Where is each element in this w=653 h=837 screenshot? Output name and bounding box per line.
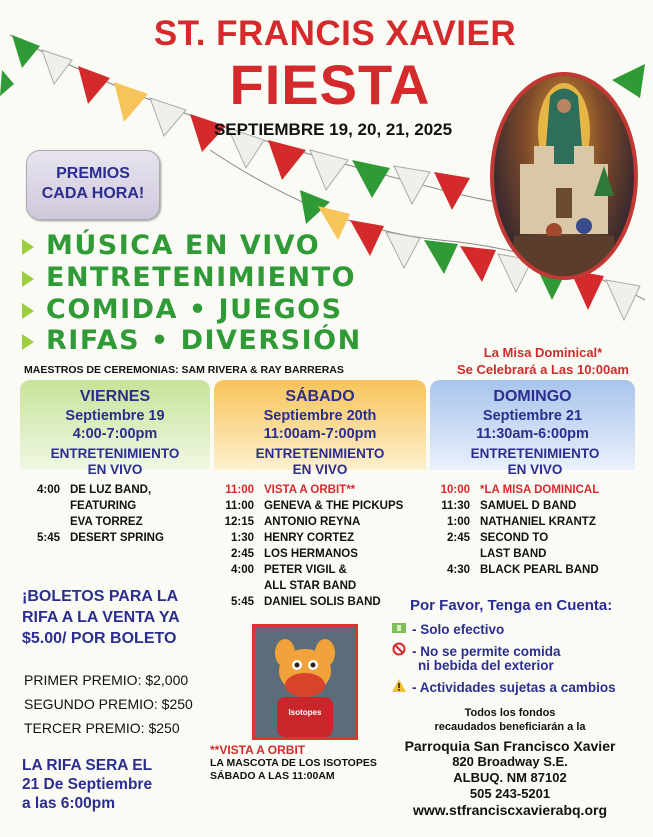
schedule-act: DE LUZ BAND, bbox=[70, 484, 152, 496]
schedule-act: HENRY CORTEZ bbox=[264, 532, 355, 544]
schedule-act: LAST BAND bbox=[480, 548, 547, 560]
schedule-act: NATHANIEL KRANTZ bbox=[480, 516, 596, 528]
schedule-row bbox=[20, 530, 210, 546]
schedule-time bbox=[430, 546, 480, 562]
phone-number: 505 243-5201 bbox=[469, 786, 551, 801]
schedule-time: 2:45 bbox=[230, 548, 254, 560]
schedule-act: BLACK PEARL BAND bbox=[480, 564, 599, 576]
note-no-outside-food-2: ni bebida del exterior bbox=[418, 658, 554, 673]
schedule-time: 1:30 bbox=[230, 532, 254, 544]
orbit-mascot-photo bbox=[252, 624, 358, 740]
warning-icon bbox=[392, 679, 406, 692]
website-link[interactable]: www.stfranciscxavierabq.org bbox=[413, 802, 607, 818]
schedule-time: 2:45 bbox=[446, 532, 470, 544]
feature-text: ENTRETENIMIENTO bbox=[46, 262, 357, 293]
day-date: Septiembre 20th bbox=[263, 408, 377, 424]
schedule-row bbox=[214, 498, 426, 514]
viernes-column bbox=[20, 446, 210, 546]
fondos-note bbox=[380, 706, 640, 734]
schedule-row bbox=[430, 498, 640, 514]
feature-item bbox=[22, 262, 356, 293]
schedule-time: 12:15 bbox=[224, 516, 254, 528]
orbit-line-3: SÁBADO A LAS 11:00AM bbox=[210, 770, 335, 782]
schedule-row bbox=[430, 530, 640, 546]
triangle-bullet-icon bbox=[22, 239, 34, 255]
feature-item bbox=[22, 325, 362, 356]
feature-item bbox=[22, 230, 320, 261]
schedule-row bbox=[214, 562, 426, 578]
entretenimiento-heading: ENTRETENIMIENTO bbox=[255, 446, 385, 461]
rifa-line-3: a las 6:00pm bbox=[22, 795, 116, 812]
schedule-time: 4:00 bbox=[230, 564, 254, 576]
note-text: - No se permite comida bbox=[412, 644, 561, 659]
prize-item: TERCER PREMIO: $250 bbox=[24, 720, 180, 736]
day-name: VIERNES bbox=[79, 388, 151, 405]
rifa-date bbox=[22, 756, 152, 813]
feature-item bbox=[22, 294, 343, 325]
prohibited-icon bbox=[392, 642, 406, 656]
schedule-act: ANTONIO REYNA bbox=[264, 516, 361, 528]
schedule-time bbox=[20, 498, 70, 514]
parroquia-name: Parroquia San Francisco Xavier bbox=[404, 738, 616, 754]
orbit-title: **VISTA A ORBIT bbox=[210, 743, 306, 757]
note-text: - Solo efectivo bbox=[412, 622, 505, 637]
schedule-time: 11:30 bbox=[441, 500, 470, 512]
feature-text: RIFAS • DIVERSIÓN bbox=[46, 325, 362, 356]
day-date: Septiembre 21 bbox=[482, 408, 583, 424]
schedule-act: DANIEL SOLIS BAND bbox=[264, 596, 381, 608]
note-cash-only bbox=[392, 622, 504, 638]
premios-badge bbox=[26, 150, 160, 220]
premios-line-1: PREMIOS bbox=[56, 165, 130, 182]
schedule-row bbox=[214, 482, 426, 498]
schedule-row bbox=[214, 578, 426, 594]
schedule-row bbox=[430, 482, 640, 498]
schedule-act: FEATURING bbox=[70, 500, 137, 512]
schedule-row bbox=[430, 514, 640, 530]
prize-item: SEGUNDO PREMIO: $250 bbox=[24, 696, 193, 712]
day-name: SÁBADO bbox=[285, 388, 355, 405]
schedule-row bbox=[430, 562, 640, 578]
day-date: Septiembre 19 bbox=[65, 408, 165, 424]
day-time: 11:00am-7:00pm bbox=[263, 426, 377, 442]
schedule-time: 1:00 bbox=[446, 516, 470, 528]
note-text: - Actividades sujetas a cambios bbox=[412, 680, 616, 695]
boletos-line-1: ¡BOLETOS PARA LA bbox=[22, 588, 179, 605]
premios-line-2: CADA HORA! bbox=[41, 185, 145, 202]
schedule-act: *LA MISA DOMINICAL bbox=[480, 484, 600, 496]
schedule-row bbox=[20, 514, 210, 530]
triangle-bullet-icon bbox=[22, 271, 34, 287]
schedule-act: DESERT SPRING bbox=[70, 532, 164, 544]
schedule-act: VISTA A ORBIT** bbox=[264, 484, 356, 496]
cash-icon bbox=[392, 622, 406, 634]
triangle-bullet-icon bbox=[22, 334, 34, 350]
guadalupe-illustration bbox=[490, 72, 638, 280]
entretenimiento-heading: ENTRETENIMIENTO bbox=[470, 446, 600, 461]
maestros-de-ceremonias: MAESTROS DE CEREMONIAS: SAM RIVERA & RAY BARRERAS bbox=[24, 364, 344, 376]
fondos-line-2: recaudados beneficiarán a la bbox=[434, 721, 586, 733]
misa-line-1: La Misa Dominical* bbox=[483, 345, 603, 360]
day-time: 4:00-7:00pm bbox=[72, 426, 158, 442]
rifa-line-1: LA RIFA SERA EL bbox=[22, 757, 153, 774]
schedule-time: 10:00 bbox=[440, 484, 470, 496]
prize-item: PRIMER PREMIO: $2,000 bbox=[24, 672, 189, 688]
schedule-time: 5:45 bbox=[230, 596, 254, 608]
schedule-row bbox=[214, 546, 426, 562]
misa-dominical-note bbox=[438, 344, 648, 378]
schedule-time: 5:45 bbox=[36, 532, 60, 544]
schedule-time bbox=[214, 578, 264, 594]
rifa-line-2: 21 De Septiembre bbox=[22, 776, 153, 793]
schedule-act: SECOND TO bbox=[480, 532, 549, 544]
triangle-bullet-icon bbox=[22, 303, 34, 319]
schedule-row bbox=[20, 482, 210, 498]
feature-text: MÚSICA EN VIVO bbox=[46, 230, 321, 261]
fiesta-dates: SEPTIEMBRE 19, 20, 21, 2025 bbox=[213, 120, 453, 139]
orbit-caption bbox=[210, 744, 377, 783]
schedule-act: GENEVA & THE PICKUPS bbox=[264, 500, 404, 512]
parroquia-address bbox=[380, 738, 640, 802]
misa-line-2: Se Celebrará a Las 10:00am bbox=[457, 362, 629, 377]
schedule-row bbox=[214, 530, 426, 546]
schedule-row bbox=[20, 498, 210, 514]
domingo-column bbox=[430, 446, 640, 578]
boletos-price: $5.00/ POR BOLETO bbox=[22, 630, 177, 647]
schedule-act: EVA TORREZ bbox=[70, 516, 143, 528]
schedule-time: 11:00 bbox=[225, 484, 254, 496]
en-vivo-heading: EN VIVO bbox=[87, 462, 143, 477]
schedule-time: 4:30 bbox=[446, 564, 470, 576]
en-vivo-heading: EN VIVO bbox=[507, 462, 563, 477]
day-time: 11:30am-6:00pm bbox=[476, 426, 589, 442]
schedule-act: ALL STAR BAND bbox=[264, 580, 357, 592]
note-subject-to-change bbox=[392, 679, 616, 696]
schedule-row bbox=[214, 594, 426, 610]
schedule-act: SAMUEL D BAND bbox=[480, 500, 577, 512]
boletos-line-2: RIFA A LA VENTA YA bbox=[22, 609, 180, 626]
schedule-row bbox=[214, 514, 426, 530]
jersey-text: Isotopes bbox=[288, 708, 322, 717]
schedule-act: LOS HERMANOS bbox=[264, 548, 358, 560]
sabado-column bbox=[214, 446, 426, 610]
title-line-1: ST. FRANCIS XAVIER bbox=[153, 14, 517, 53]
schedule-act: PETER VIGIL & bbox=[264, 564, 347, 576]
schedule-time bbox=[20, 514, 70, 530]
schedule-time: 11:00 bbox=[225, 500, 254, 512]
address-line-1: 820 Broadway S.E. bbox=[452, 754, 568, 769]
orbit-line-2: LA MASCOTA DE LOS ISOTOPES bbox=[210, 757, 377, 769]
por-favor-heading: Por Favor, Tenga en Cuenta: bbox=[410, 597, 613, 614]
entretenimiento-heading: ENTRETENIMIENTO bbox=[50, 446, 180, 461]
feature-text: COMIDA • JUEGOS bbox=[46, 294, 343, 325]
schedule-row bbox=[430, 546, 640, 562]
title-line-2: FIESTA bbox=[229, 53, 431, 116]
en-vivo-heading: EN VIVO bbox=[292, 462, 348, 477]
prize-list bbox=[24, 668, 193, 740]
fondos-line-1: Todos los fondos bbox=[464, 707, 556, 719]
boletos-rifa bbox=[22, 586, 180, 649]
day-name: DOMINGO bbox=[493, 388, 572, 405]
address-line-2: ALBUQ. NM 87102 bbox=[453, 770, 567, 785]
schedule-time: 4:00 bbox=[36, 484, 60, 496]
